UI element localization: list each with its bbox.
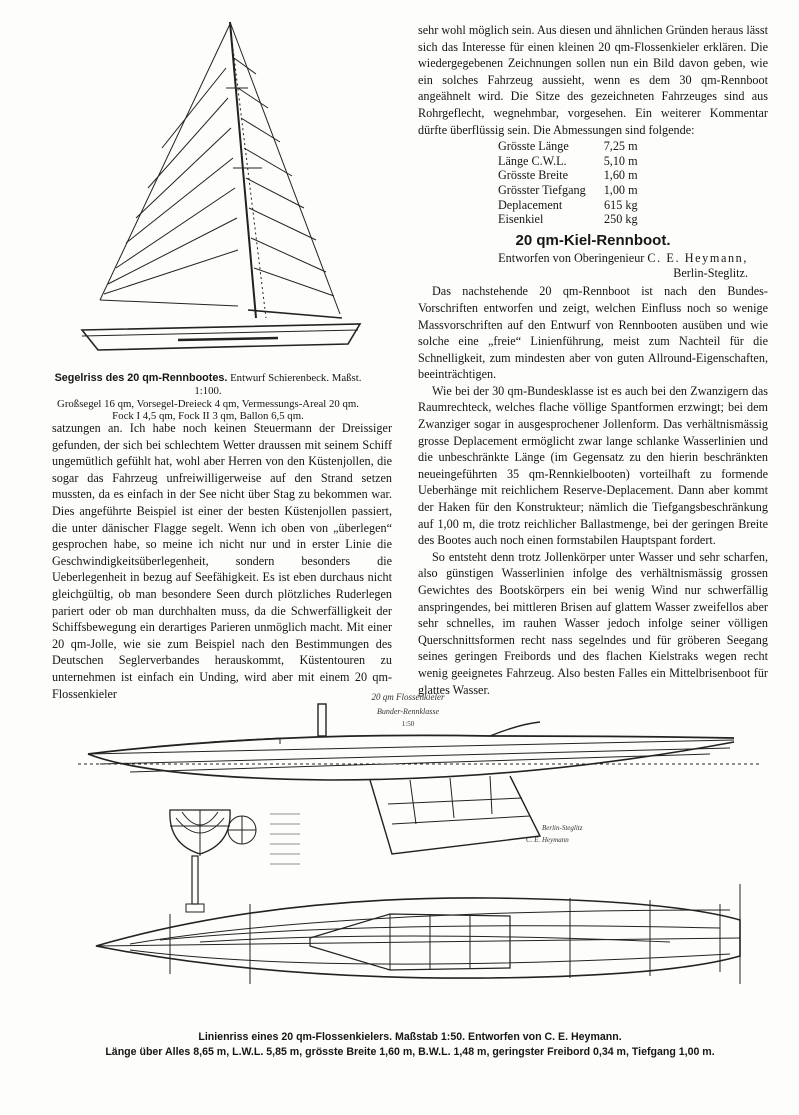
dimension-row <box>498 212 638 227</box>
dimension-value: 7,25 m <box>603 139 638 154</box>
dimension-row <box>498 139 638 154</box>
dimension-label: Eisenkiel <box>498 212 544 227</box>
dimension-row <box>498 154 638 169</box>
byline-author: C. E. Heymann, <box>647 251 748 266</box>
byline <box>418 251 748 281</box>
dimension-row <box>498 183 638 198</box>
section-title: 20 qm-Kiel-Rennboot. <box>515 231 671 249</box>
byline-place: Berlin-Steglitz. <box>673 266 748 281</box>
sail-caption-bold: Segelriss des 20 qm-Rennbootes. <box>54 372 228 384</box>
dimension-row <box>498 168 638 183</box>
dimension-value: 5,10 m <box>603 153 638 168</box>
signature-place: Berlin-Steglitz <box>542 824 583 832</box>
plan-subtitle: Bunder-Rennklasse <box>376 707 440 716</box>
paragraph: So entsteht denn trotz Jollenkörper unter Wasser und sehr scharfen, also günstigen Wasserlinien infolge des verhältnismässig grossen Gewichtes des Bootskörpers ein bei wenig Wind nur schwerfällig anspringendes, bei mittleren Brisen auf glattem Wasser zweifellos aber sehr schnelles, im rauhen Wasser jedoch infolge seiner völligen Querschnittsformen recht nass segelndes und für gröberen Seegang seines geringen Freibords und des flachen Kielstraks wegen recht wenig geeignetes Fahrzeug. Also besten Falles ein Mittelbrisenboot für glattes Wasser. <box>418 549 768 697</box>
sail-caption-line3: Fock I 4,5 qm, Fock II 3 qm, Ballon 6,5 qm. <box>112 410 304 423</box>
dimension-value: 1,00 m <box>603 182 638 197</box>
dimension-label: Grösste Länge <box>498 139 569 154</box>
left-column-text <box>52 420 392 702</box>
paragraph: Das nachstehende 20 qm-Rennboot ist nach den Bundes-Vorschriften entworfen und zeigt, welchen Einfluss noch so wenige Massvorschriften auf den Entwurf von Rennbooten ausüben und wie solche eine „freie“ Linienführung, meist zum Nachteil für die Schnelligkeit, zum mindesten aber von guten Allround-Eigenschaften, beeinträchtigen. <box>418 284 768 382</box>
lines-caption-rest: Maßstab 1:50. Entworfen von C. E. Heymann. <box>392 1031 622 1043</box>
dimension-value: 250 kg <box>604 212 638 227</box>
sail-caption-line2: Großsegel 16 qm, Vorsegel-Dreieck 4 qm, Vermessungs-Areal 20 qm. <box>57 397 359 410</box>
sail-plan-drawing <box>78 18 368 360</box>
lines-caption-bold: Linienriss eines 20 qm-Flossenkielers. <box>198 1031 393 1043</box>
sail-plan-caption <box>48 372 368 423</box>
dimension-value: 615 kg <box>604 197 638 212</box>
dimension-label: Grösste Breite <box>498 168 569 183</box>
sail-caption-line1: Entwurf Schierenbeck. Maßst. 1:100. <box>194 372 362 397</box>
dimension-label: Deplacement <box>498 197 563 212</box>
lines-plan-drawing <box>70 684 760 1024</box>
lines-caption-line2: Länge über Alles 8,65 m, L.W.L. 5,85 m, grösste Breite 1,60 m, B.W.L. 1,48 m, geringster Freibord 0,34 m, Tiefgang 1,00 m. <box>105 1046 715 1058</box>
signature-name: C. E. Heymann <box>526 836 569 844</box>
paragraph: Wie bei der 30 qm-Bundesklasse ist es auch bei den Zwanzigern das Raumrechteck, welches flache völlige Spantformen erzwingt; bei dem Zwanziger sogar in ausgesprochener Jollenform. Das verhältnismässig grosse Deplacement ermöglicht zwar lange schlanke Wasserlinien und die unbeschränkte Länge (im Gegensatz zu den hierin beschränkten neueingeführten 35 qm-Rennkielbooten) vorteilhaft zu formende Ueberhänge mit reichlichem Reserve-Deplacement. Dann aber kommt der Haken für den Konstrukteur; nämlich die Tiefgangsbeschränkung auf 1,00 m, die trotz reichlicher Ballastmenge, bei der geringen Breite des Bootes auch noch einen formstabilen Hauptspant fordert. <box>418 383 768 548</box>
plan-scale: 1:50 <box>401 720 415 728</box>
plan-title: 20 qm Flossenkieler <box>371 692 445 702</box>
dimension-label: Grösster Tiefgang <box>498 182 586 197</box>
right-column <box>418 22 768 698</box>
lines-plan-caption <box>60 1030 760 1060</box>
dimension-label: Länge C.W.L. <box>498 153 567 168</box>
dimension-row <box>498 198 638 213</box>
byline-prefix: Entworfen von Oberingenieur <box>498 251 648 266</box>
dimension-value: 1,60 m <box>603 168 638 183</box>
dimensions-table <box>498 139 638 227</box>
left-paragraph: satzungen an. Ich habe noch keinen Steuermann der Dreissiger gefunden, der sich bei schlechtem Wetter draussen mit seinem Schiff ungemütlich gefühlt hat, wohl aber Herren von den Küstenjollen, die sogar das Fahrzeug unfreiwilligerweise auf den Strand setzen mussten, da es einfach in der See nicht über Stag zu bekommen war. Dies angeführte Beispiel ist einer der besten Küstenjollen passiert, die unter dänischer Flagge segelt. Wenn ich oben von „überlegen“ gesprochen habe, so meine ich nicht nur und in erster Linie die Geschwindigkeitsüberlegenheit, sondern besonders die Ueberlegenheit in bezug auf Seefähigkeit. Es ist eben durchaus nicht gleichgültig, ob man besondere Seen durch plötzliches Ruderlegen pariert oder ob man durchhalten muss, da die Schwerfälligkeit der Schiffsbewegung ein derartiges Parieren unmöglich macht. Mit einer 20 qm-Jolle, wie sie zum Beispiel nach den Bestimmungen des Deutschen Seglerverbandes herauskommt, Küstentouren zu unternehmen ist einfach ein Unding, wird aber mit einem 20 qm-Flossenkieler <box>52 421 392 701</box>
right-intro-paragraph: sehr wohl möglich sein. Aus diesen und ähnlichen Gründen heraus lässt sich das Interesse für einen kleinen 20 qm-Flossenkieler erklären. Die wiedergegebenen Zeichnungen sollen nun ein Bild davon geben, wie ein solches Fahrzeug aussieht, wenn es dem 30 qm-Rennboot angeähnelt wird. Die Sitze des gezeichneten Fahrzeuges sind aus Rohrgeflecht, wegnehmbar, vorgesehen. Ein weiterer Kommentar dürfte überflüssig sein. Die Abmessungen sind folgende: <box>418 23 768 137</box>
